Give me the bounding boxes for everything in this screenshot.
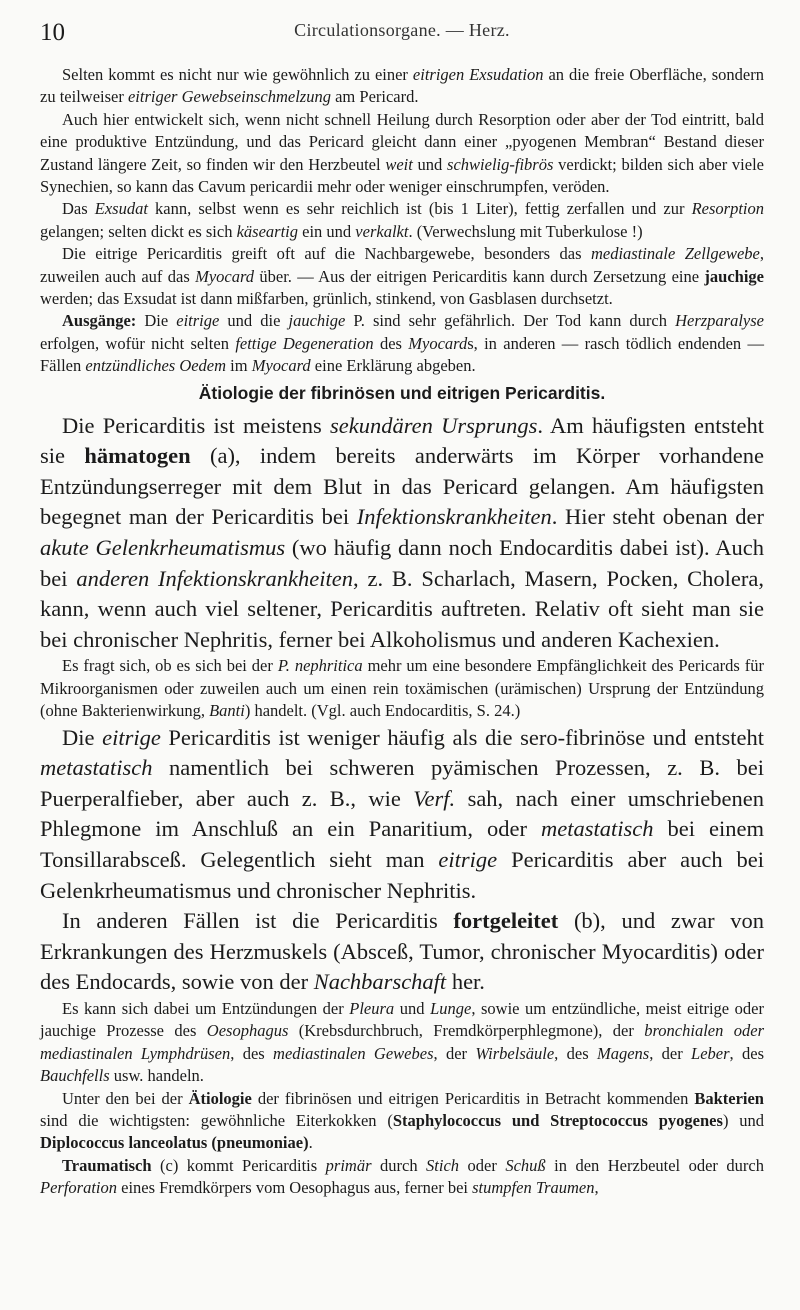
section-heading: Ätiologie der fibrinösen und eitrigen Pericarditis. (198, 382, 606, 403)
paragraph: Das Exsudat kann, selbst wenn es sehr reichlich ist (bis 1 Liter), fettig zerfallen und zur Resorption gelangen; selten dickt es sich käseartig ein und verkalkt. (Verwechslung mit Tuberkulose !) (40, 199, 764, 241)
running-head: Circulationsorgane. — Herz. (294, 20, 510, 40)
paragraph: Ausgänge: Die eitrige und die jauchige P. sind sehr gefährlich. Der Tod kann durch Herzparalyse erfolgen, wofür nicht selten fettige Degeneration des Myocards, in anderen — rasch tödlich endenden — Fällen entzündliches Oedem im Myocard eine Erklärung abgeben. (40, 311, 764, 376)
paragraph: Traumatisch (c) kommt Pericarditis primär durch Stich oder Schuß in den Herzbeutel oder durch Perforation eines Fremdkörpers vom Oesophagus aus, ferner bei stumpfen Traumen, (40, 1155, 764, 1198)
page-body (40, 64, 764, 1200)
page-number: 10 (40, 19, 65, 46)
paragraph: Die eitrige Pericarditis greift oft auf die Nachbargewebe, besonders das mediastinale Zellgewebe, zuweilen auch auf das Myocard über. — Aus der eitrigen Pericarditis kann durch Zersetzung eine jauchige werden; das Exsudat ist dann mißfarben, grünlich, stinkend, von Gasblasen durchsetzt. (40, 244, 764, 309)
paragraph: Es fragt sich, ob es sich bei der P. nephritica mehr um eine besondere Empfänglichkeit des Pericards für Mikroorganismen oder zuweilen auch um einen rein toxämischen (urämischen) Ursprung der Entzündung (ohne Bakterienwirkung, Banti) handelt. (Vgl. auch Endocarditis, S. 24.) (40, 656, 764, 721)
page-header (40, 16, 764, 50)
paragraph: Auch hier entwickelt sich, wenn nicht schnell Heilung durch Resorption oder aber der Tod eintritt, bald eine produktive Entzündung, und das Pericard gleicht dann einer „pyogenen Membran“ Bestand dieser Zustand längere Zeit, so finden wir den Herzbeutel weit und schwielig-fibrös verdickt; bilden sich aber viele Synechien, so kann das Cavum pericardii mehr oder weniger einschrumpfen, veröden. (40, 109, 764, 197)
paragraph: Es kann sich dabei um Entzündungen der Pleura und Lunge, sowie um entzündliche, meist eitrige oder jauchige Prozesse des Oesophagus (Krebsdurchbruch, Fremdkörperphlegmone), der bronchialen oder mediastinalen Lymphdrüsen, des mediastinalen Gewebes, der Wirbelsäule, des Magens, der Leber, des Bauchfells usw. handeln. (40, 999, 764, 1086)
paragraph: Selten kommt es nicht nur wie gewöhnlich zu einer eitrigen Exsudation an die freie Oberfläche, sondern zu teilweiser eitriger Gewebseinschmelzung am Pericard. (40, 65, 764, 107)
paragraph: In anderen Fällen ist die Pericarditis fortgeleitet (b), und zwar von Erkrankungen des Herzmuskels (Absceß, Tumor, chronischer Myocarditis) oder des Endocards, sowie von der Nachbarschaft her. (40, 908, 764, 995)
paragraph: Die Pericarditis ist meistens sekundären Ursprungs. Am häufigsten entsteht sie hämatogen (a), indem bereits anderwärts im Körper vorhandene Entzündungserreger mit dem Blut in das Pericard gelangen. Am häufigsten begegnet man der Pericarditis bei Infektionskrankheiten. Hier steht obenan der akute Gelenkrheumatismus (wo häufig dann noch Endocarditis dabei ist). Auch bei anderen Infektionskrankheiten, z. B. Scharlach, Masern, Pocken, Cholera, kann, wenn auch viel seltener, Pericarditis auftreten. Relativ oft sieht man sie bei chronischer Nephritis, ferner bei Alkoholismus und anderen Kachexien. (40, 412, 765, 652)
paragraph: Unter den bei der Ätiologie der fibrinösen und eitrigen Pericarditis in Betracht kommenden Bakterien sind die wichtigsten: gewöhnliche Eiterkokken (Staphylococcus und Streptococcus pyogenes) und Diplococcus lanceolatus (pneumoniae). (40, 1088, 764, 1153)
paragraph: Die eitrige Pericarditis ist weniger häufig als die sero-fibrinöse und entsteht metastatisch namentlich bei schweren pyämischen Prozessen, z. B. bei Puerperalfieber, aber auch z. B., wie Verf. sah, nach einer umschriebenen Phlegmone im Anschluß an ein Panaritium, oder metastatisch bei einem Tonsillarabsceß. Gelegentlich sieht man eitrige Pericarditis aber auch bei Gelenkrheumatismus und chronischer Nephritis. (40, 724, 764, 903)
